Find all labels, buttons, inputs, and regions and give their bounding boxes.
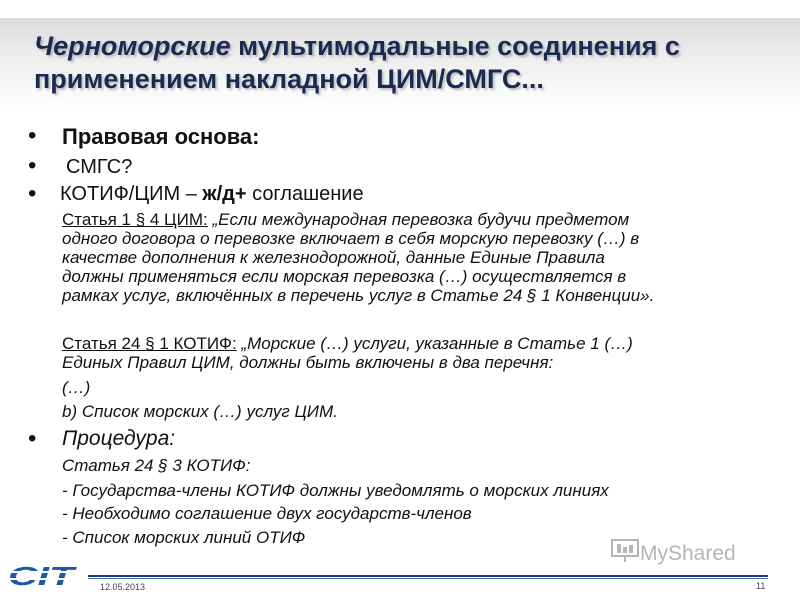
article1-line1 — [62, 210, 629, 229]
bullet-dot: • — [28, 122, 37, 149]
watermark — [610, 538, 736, 566]
bullet-dot: • — [28, 152, 37, 179]
slide-title — [34, 30, 774, 96]
cotif-suffix: соглашение — [246, 183, 364, 205]
cit-logo-graphic — [6, 564, 78, 588]
procedure-line4: - Список морских линий ОТИФ — [62, 528, 306, 547]
article1-ref: Статья 1 § 4 ЦИМ: — [62, 210, 208, 229]
cotif-item — [60, 183, 364, 206]
procedure-heading: Процедура: — [62, 427, 176, 450]
bullet-dot: • — [28, 180, 37, 207]
article1-line5: рамках услуг, включённых в перечень услуг в Статье 24 § 1 Конвенции». — [62, 286, 655, 305]
title-italic: Черноморские — [34, 31, 231, 61]
article1-line2: одного договора о перевозке включает в себя морскую перевозку (…) в — [62, 229, 640, 248]
procedure-line1: Статья 24 § 3 КОТИФ: — [62, 456, 251, 475]
smgs-item: СМГС? — [66, 156, 133, 178]
legal-basis-heading: Правовая основа: — [62, 124, 260, 149]
watermark-text: MyShared — [640, 542, 736, 565]
cotif-prefix: КОТИФ/ЦИМ – — [60, 183, 203, 205]
article24-ref: Статья 24 § 1 КОТИФ: — [62, 334, 237, 353]
footer-date: 12.05.2013 — [100, 582, 146, 592]
presentation-icon — [610, 538, 640, 564]
article24-line1 — [62, 334, 633, 353]
article24-line3: (…) — [62, 378, 91, 397]
article24-line2: Единых Правил ЦИМ, должны быть включены в два перечня: — [62, 353, 554, 372]
article1-text: „Если международная перевозка будучи предметом — [207, 210, 630, 229]
cit-logo — [6, 564, 78, 593]
footer-divider-thin — [88, 578, 768, 579]
footer-divider — [88, 575, 768, 577]
svg-text:CIT: CIT — [8, 564, 78, 588]
title-line2: применением накладной ЦИМ/СМГС... — [34, 64, 544, 94]
article1-line3: качестве дополнения к железнодорожной, данные Единые Правила — [62, 248, 605, 267]
procedure-line3: - Необходимо соглашение двух государств-членов — [62, 504, 472, 523]
article1-line4: должны применяться если морская перевозка (…) осуществляется в — [62, 267, 627, 286]
article24-text: „Морские (…) услуги, указанные в Статье 1 (…) — [236, 334, 633, 353]
cotif-bold: ж/д+ — [202, 183, 247, 205]
bullet-dot: • — [28, 425, 37, 452]
title-line1-rest: мультимодальные соединения с — [230, 31, 680, 61]
procedure-line2: - Государства-члены КОТИФ должны уведомлять о морских линиях — [62, 481, 609, 500]
page-number: 11 — [756, 581, 766, 591]
article24-line4: b) Список морских (…) услуг ЦИМ. — [62, 402, 338, 421]
